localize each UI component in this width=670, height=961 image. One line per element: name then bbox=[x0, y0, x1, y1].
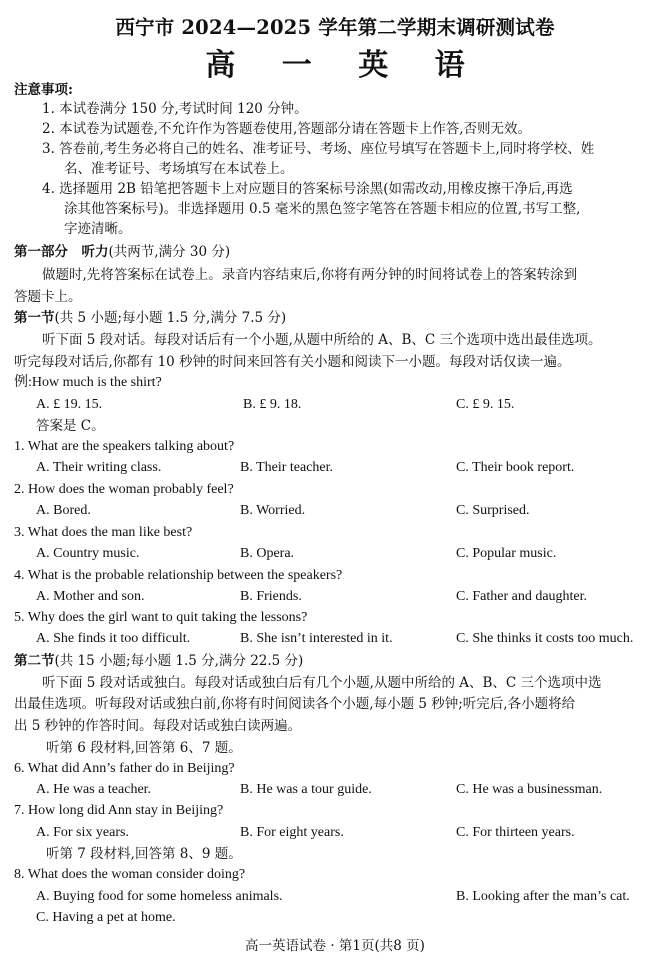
section1-intro: 听下面 5 段对话。每段对话后有一个小题,从题中所给的 A、B、C 三个选项中选出最佳选项。 bbox=[42, 332, 602, 348]
notice-item: 4. 选择题用 2B 铅笔把答题卡上对应题目的答案标号涂黑(如需改动,用橡皮擦干净后,再选 bbox=[42, 181, 573, 197]
section1-heading-row bbox=[14, 309, 286, 327]
question-text: 5. Why does the girl want to quit taking the lessons? bbox=[14, 610, 308, 625]
part1-intro: 答题卡上。 bbox=[14, 289, 82, 305]
page-footer: 高一英语试卷 · 第1页(共8 页) bbox=[245, 938, 425, 954]
option-c: C. He was a businessman. bbox=[456, 782, 603, 797]
option-a: A. For six years. bbox=[36, 825, 129, 840]
option-a: A. Their writing class. bbox=[36, 460, 162, 475]
notice-item: 涂其他答案标号)。非选择题用 0.5 毫米的黑色签字笔答在答题卡相应的位置,书写工整, bbox=[64, 201, 581, 217]
section2-intro: 出 5 秒钟的作答时间。每段对话或独白读两遍。 bbox=[14, 718, 302, 734]
option-b: B. For eight years. bbox=[240, 825, 344, 840]
option-a: A. Buying food for some homeless animals. bbox=[36, 889, 283, 904]
notice-heading: 注意事项: bbox=[14, 82, 73, 98]
notice-item: 名、准考证号、考场填写在本试卷上。 bbox=[64, 161, 294, 177]
option-c: C. Having a pet at home. bbox=[36, 910, 176, 925]
option-a: A. She finds it too difficult. bbox=[36, 631, 191, 646]
option-a: A. He was a teacher. bbox=[36, 782, 152, 797]
notice-item: 字迹清晰。 bbox=[64, 221, 132, 237]
notice-item: 1. 本试卷满分 150 分,考试时间 120 分钟。 bbox=[42, 101, 308, 117]
option-a: A. Mother and son. bbox=[36, 589, 145, 604]
section1-heading: 第一节 bbox=[14, 310, 55, 326]
option-b: B. Opera. bbox=[240, 546, 295, 561]
material-note: 听第 6 段材料,回答第 6、7 题。 bbox=[46, 740, 242, 756]
question-text: 1. What are the speakers talking about? bbox=[14, 439, 235, 454]
option-b: B. She isn’t interested in it. bbox=[240, 631, 393, 646]
question-text: 6. What did Ann’s father do in Beijing? bbox=[14, 761, 235, 776]
option-c: C. For thirteen years. bbox=[456, 825, 575, 840]
part1-intro: 做题时,先将答案标在试卷上。录音内容结束后,你将有两分钟的时间将试卷上的答案转涂到 bbox=[42, 267, 578, 283]
option-c: C. Their book report. bbox=[456, 460, 575, 475]
part1-heading-note: (共两节,满分 30 分) bbox=[108, 244, 231, 260]
section2-heading-note: (共 15 小题;每小题 1.5 分,满分 22.5 分) bbox=[54, 653, 304, 669]
notice-item: 3. 答卷前,考生务必将自己的姓名、准考证号、考场、座位号填写在答题卡上,同时将学校、姓 bbox=[42, 141, 595, 157]
option-b: B. Friends. bbox=[240, 589, 302, 604]
section2-heading-row bbox=[14, 652, 303, 670]
question-text: 8. What does the woman consider doing? bbox=[14, 867, 246, 882]
part1-heading: 第一部分 听力 bbox=[14, 244, 109, 260]
example-answer: 答案是 C。 bbox=[36, 418, 105, 434]
example-question: 例:How much is the shirt? bbox=[14, 375, 162, 390]
section1-heading-note: (共 5 小题;每小题 1.5 分,满分 7.5 分) bbox=[54, 310, 287, 326]
section2-intro: 出最佳选项。听每段对话或独白前,你将有时间阅读各个小题,每小题 5 秒钟;听完后,各小题将给 bbox=[14, 696, 576, 712]
notice-item: 2. 本试卷为试题卷,不允许作为答题卷使用,答题部分请在答题卡上作答,否则无效。 bbox=[42, 121, 532, 137]
exam-title: 西宁市 2024—2025 学年第二学期末调研测试卷 bbox=[115, 16, 555, 39]
section1-intro: 听完每段对话后,你都有 10 秒钟的时间来回答有关小题和阅读下一小题。每段对话仅读一遍。 bbox=[14, 354, 571, 370]
part1-heading-row bbox=[14, 243, 230, 261]
question-text: 2. How does the woman probably feel? bbox=[14, 482, 234, 497]
section2-intro: 听下面 5 段对话或独白。每段对话或独白后有几个小题,从题中所给的 A、B、C 三个选项中选 bbox=[42, 675, 602, 691]
question-text: 4. What is the probable relationship between the speakers? bbox=[14, 568, 343, 583]
option-c: C. Father and daughter. bbox=[456, 589, 588, 604]
example-option-c: C. £ 9. 15. bbox=[456, 397, 515, 412]
subject-title: 高 一 英 语 bbox=[205, 48, 483, 83]
question-text: 7. How long did Ann stay in Beijing? bbox=[14, 803, 224, 818]
option-c: C. She thinks it costs too much. bbox=[456, 631, 634, 646]
option-b: B. He was a tour guide. bbox=[240, 782, 372, 797]
question-text: 3. What does the man like best? bbox=[14, 525, 193, 540]
section2-heading: 第二节 bbox=[14, 653, 55, 669]
example-option-b: B. £ 9. 18. bbox=[243, 397, 302, 412]
option-c: C. Popular music. bbox=[456, 546, 557, 561]
example-option-a: A. £ 19. 15. bbox=[36, 397, 103, 412]
option-a: A. Country music. bbox=[36, 546, 140, 561]
option-b: B. Looking after the man’s cat. bbox=[456, 889, 630, 904]
material-note: 听第 7 段材料,回答第 8、9 题。 bbox=[46, 846, 242, 862]
option-a: A. Bored. bbox=[36, 503, 91, 518]
option-c: C. Surprised. bbox=[456, 503, 530, 518]
option-b: B. Their teacher. bbox=[240, 460, 334, 475]
option-b: B. Worried. bbox=[240, 503, 306, 518]
